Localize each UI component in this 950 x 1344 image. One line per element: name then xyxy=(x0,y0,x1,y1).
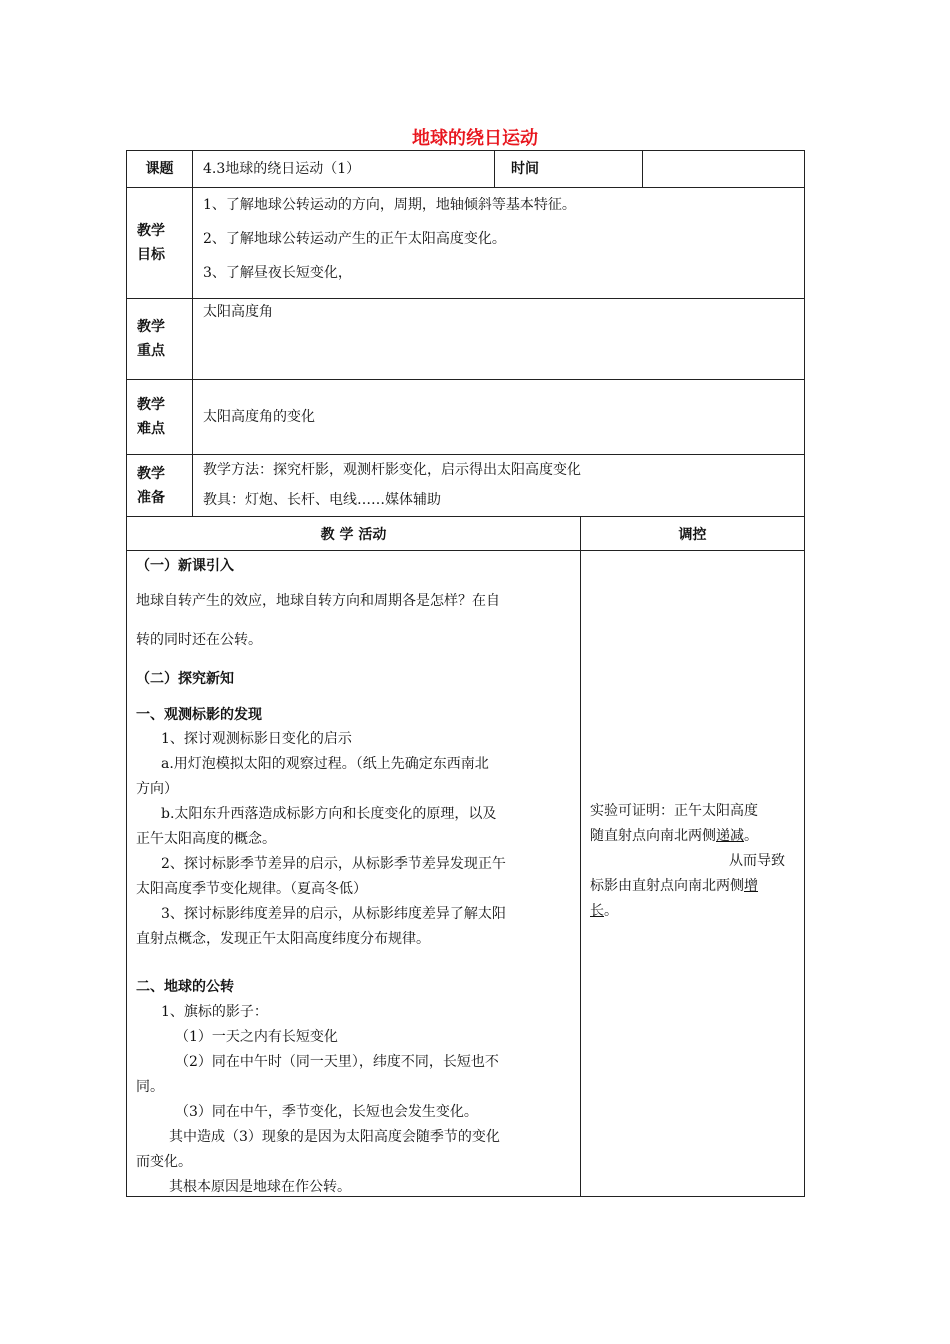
lesson-info-table xyxy=(126,150,805,517)
control-line-4-text: 标影由直射点向南北两侧 xyxy=(590,878,744,894)
part1-line-5: 正午太阳高度的概念。 xyxy=(136,831,276,847)
part1-line-4: b.太阳东升西落造成标影方向和长度变化的原理，以及 xyxy=(161,806,497,822)
section-intro-title: （一）新课引入 xyxy=(136,558,234,574)
difficulty-value: 太阳高度角的变化 xyxy=(193,380,805,455)
goal-1: 1、了解地球公转运动的方向，周期，地轴倾斜等基本特征。 xyxy=(203,197,576,213)
control-line-2 xyxy=(590,825,758,845)
part2-title: 二、地球的公转 xyxy=(136,979,234,995)
control-line-5-end: 。 xyxy=(604,903,618,919)
key-label-text: 教学重点 xyxy=(137,319,165,359)
key-value: 太阳高度角 xyxy=(193,299,805,380)
control-increase-1: 增 xyxy=(744,878,758,894)
section-explore-title: （二）探究新知 xyxy=(136,671,234,687)
intro-line-1: 地球自转产生的效应，地球自转方向和周期各是怎样？在自 xyxy=(136,593,500,609)
part2-line-4: 同。 xyxy=(136,1079,164,1095)
activity-header: 教 学 活动 xyxy=(127,517,581,551)
prep-tools: 教具：灯炮、长杆、电线……媒体辅助 xyxy=(203,492,441,508)
time-value xyxy=(643,151,805,188)
part1-line-6: 2、探讨标影季节差异的启示，从标影季节差异发现正午 xyxy=(161,856,506,872)
control-decrease: 递减 xyxy=(716,828,744,844)
control-line-5 xyxy=(590,900,618,920)
prep-label-text: 教学准备 xyxy=(137,465,165,506)
control-line-1: 实验可证明：正午太阳高度 xyxy=(590,803,758,819)
control-line-2-text: 随直射点向南北两侧 xyxy=(590,828,716,844)
part2-line-1: 1、旗标的影子： xyxy=(161,1004,268,1020)
page-title: 地球的绕日运动 xyxy=(412,128,538,149)
prep-method: 教学方法：探究杆影，观测杆影变化，启示得出太阳高度变化 xyxy=(203,462,581,478)
part1-line-3: 方向） xyxy=(136,781,178,797)
subject-label: 课题 xyxy=(127,151,193,188)
prep-label xyxy=(127,455,193,517)
intro-line-2: 转的同时还在公转。 xyxy=(136,632,262,648)
goal-2: 2、了解地球公转运动产生的正午太阳高度变化。 xyxy=(203,231,506,247)
control-increase-2: 长 xyxy=(590,903,604,919)
part2-line-3: （2）同在中午时（同一天里），纬度不同，长短也不 xyxy=(175,1054,499,1070)
part2-line-6: 其中造成（3）现象的是因为太阳高度会随季节的变化 xyxy=(169,1129,500,1145)
part1-line-1: 1、探讨观测标影日变化的启示 xyxy=(161,731,352,747)
part1-line-7: 太阳高度季节变化规律。（夏高冬低） xyxy=(136,881,367,897)
control-line-3: 从而导致 xyxy=(729,853,785,869)
part2-line-5: （3）同在中午，季节变化，长短也会发生变化。 xyxy=(175,1104,478,1120)
part1-title: 一、观测标影的发现 xyxy=(136,707,262,723)
goals-cell xyxy=(193,188,805,299)
difficulty-label xyxy=(127,380,193,455)
control-line-2-end: 。 xyxy=(744,828,758,844)
difficulty-label-text: 教学难点 xyxy=(137,397,165,437)
part1-line-8: 3、探讨标影纬度差异的启示，从标影纬度差异了解太阳 xyxy=(161,906,506,922)
part2-line-8: 其根本原因是地球在作公转。 xyxy=(169,1179,351,1195)
goals-label-text: 教学目标 xyxy=(137,223,165,263)
control-cell xyxy=(581,551,805,1197)
prep-cell xyxy=(193,455,805,517)
part1-line-9: 直射点概念，发现正午太阳高度纬度分布规律。 xyxy=(136,931,430,947)
part2-line-7: 而变化。 xyxy=(136,1154,192,1170)
goal-3: 3、了解昼夜长短变化， xyxy=(203,265,352,281)
time-label: 时间 xyxy=(495,151,643,188)
part1-line-2: a.用灯泡模拟太阳的观察过程。（纸上先确定东西南北 xyxy=(161,756,489,772)
control-line-4 xyxy=(590,875,758,895)
subject-value: 4.3地球的绕日运动（1） xyxy=(193,151,495,188)
key-label xyxy=(127,299,193,380)
control-header: 调控 xyxy=(581,517,805,551)
goals-label xyxy=(127,188,193,299)
part2-line-2: （1）一天之内有长短变化 xyxy=(175,1029,338,1045)
